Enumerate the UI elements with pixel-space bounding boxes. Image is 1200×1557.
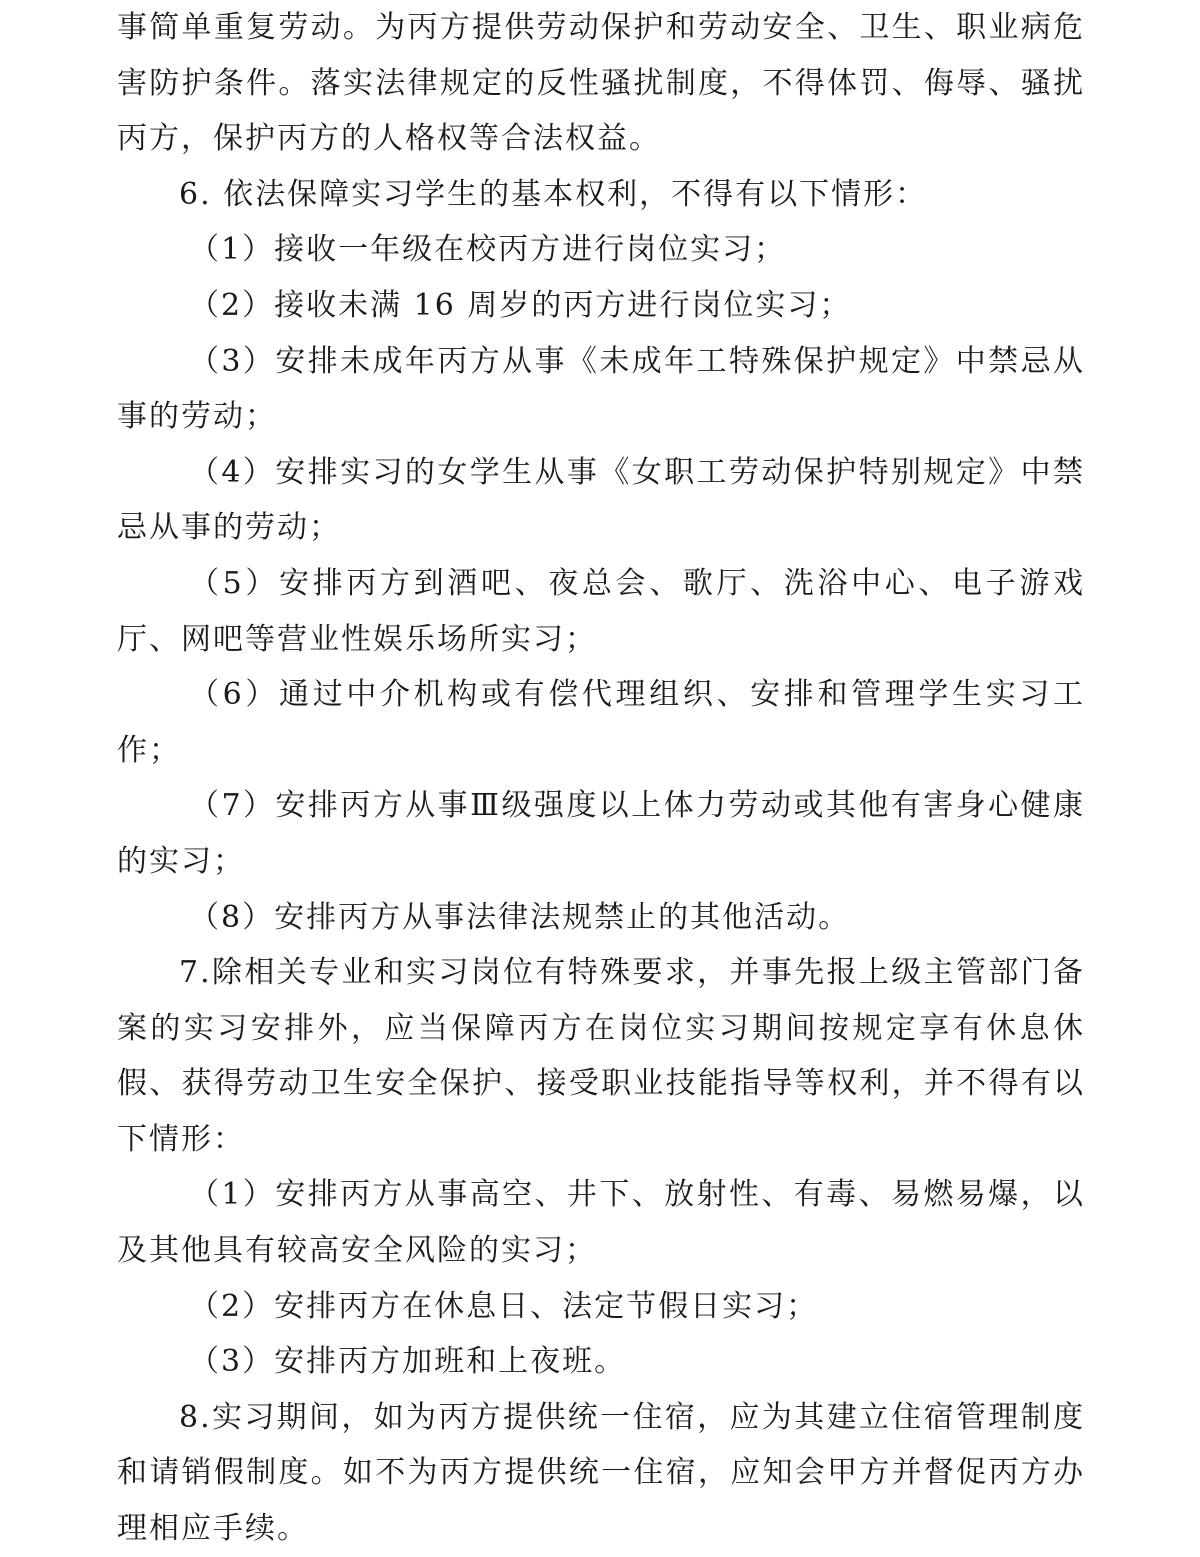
list-item: （7）安排丙方从事Ⅲ级强度以上体力劳动或其他有害身心健康的实习； — [117, 788, 1085, 879]
list-item: （8）安排丙方从事法律法规禁止的其他活动。 — [189, 899, 851, 935]
list-item: （3）安排丙方加班和上夜班。 — [189, 1344, 627, 1380]
list-item: （4）安排实习的女学生从事《女职工劳动保护特别规定》中禁忌从事的劳动； — [117, 454, 1085, 546]
list-item: （2）接收未满 16 周岁的丙方进行岗位实习； — [189, 287, 852, 323]
paragraph-item-7: 7.除相关专业和实习岗位有特殊要求，并事先报上级主管部门备案的实习安排外，应当保障丙方在岗位实习期间按规定享有休息休假、获得劳动卫生安全保护、接受职业技能指导等权利，并不得有以下情形： — [117, 955, 1085, 1157]
paragraph-item-8: 8.实习期间，如为丙方提供统一住宿，应为其建立住宿管理制度和请销假制度。如不为丙方提供统一住宿，应知会甲方并督促丙方办理相应手续。 — [117, 1399, 1085, 1547]
list-item: （3）安排未成年丙方从事《未成年工特殊保护规定》中禁忌从事的劳动； — [117, 343, 1085, 435]
document-body — [117, 0, 1085, 1557]
list-item: （5）安排丙方到酒吧、夜总会、歌厅、洗浴中心、电子游戏厅、网吧等营业性娱乐场所实习； — [117, 565, 1085, 657]
list-item: （1）安排丙方从事高空、井下、放射性、有毒、易燃易爆，以及其他具有较高安全风险的实习； — [117, 1177, 1085, 1269]
paragraph-continuation: 事简单重复劳动。为丙方提供劳动保护和劳动安全、卫生、职业病危害防护条件。落实法律规定的反性骚扰制度，不得体罚、侮辱、骚扰丙方，保护丙方的人格权等合法权益。 — [117, 10, 1085, 157]
list-item: （1）接收一年级在校丙方进行岗位实习； — [189, 232, 787, 268]
list-item: （6）通过中介机构或有偿代理组织、安排和管理学生实习工作； — [117, 677, 1085, 768]
list-item: （2）安排丙方在休息日、法定节假日实习； — [189, 1288, 819, 1324]
paragraph-item-6: 6. 依法保障实习学生的基本权利，不得有以下情形： — [179, 176, 928, 212]
